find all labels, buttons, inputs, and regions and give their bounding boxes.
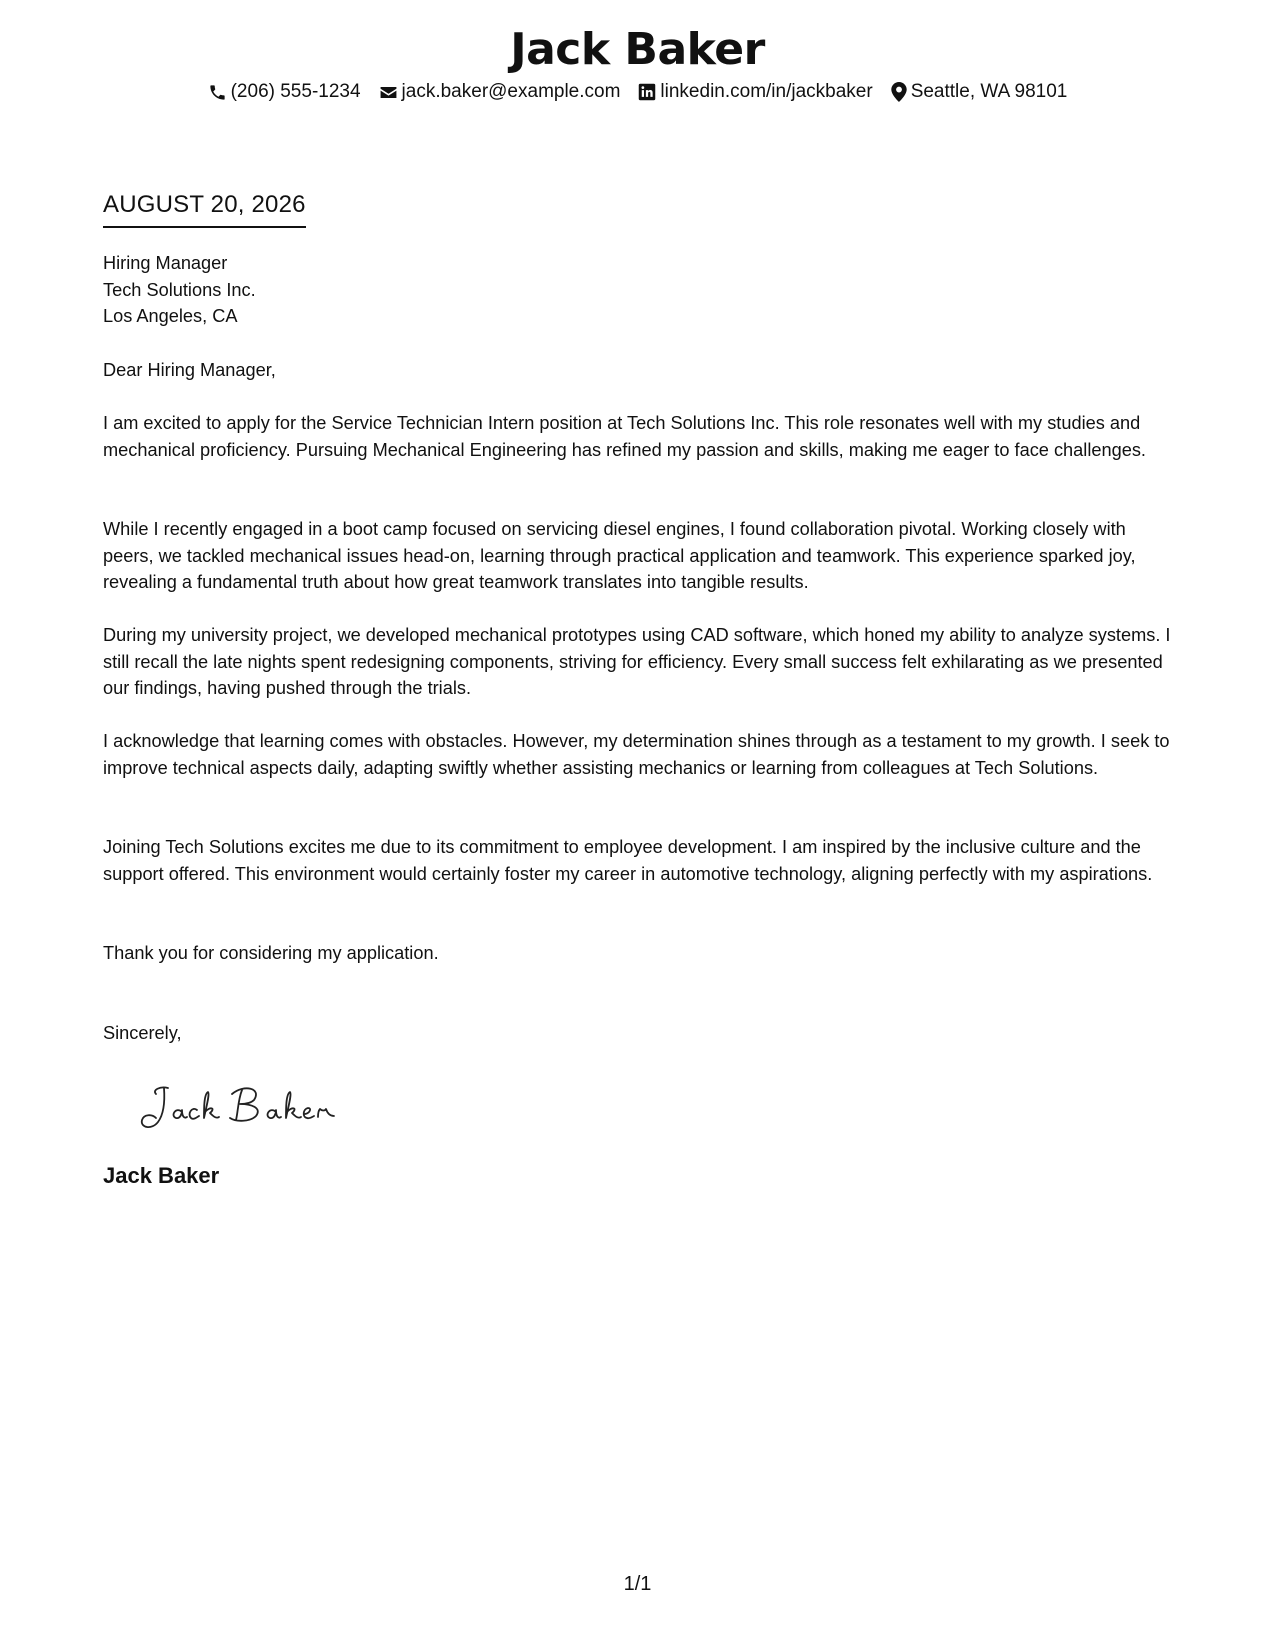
contact-email	[379, 78, 621, 106]
body-paragraph: Joining Tech Solutions excites me due to its commitment to employee development. I am inspired by the inclusive culture and the support offered. This environment would certainly foster my career in automotive technology, aligning perfectly with my aspirations.	[103, 837, 1153, 884]
body-paragraph: I acknowledge that learning comes with obstacles. However, my determination shines through as a testament to my growth. I seek to improve technical aspects daily, adapting swiftly whether assisting mechanics or learning from colleagues at Tech Solutions.	[103, 731, 1170, 778]
body-paragraph: While I recently engaged in a boot camp focused on servicing diesel engines, I found collaboration pivotal. Working closely with peers, we tackled mechanical issues head-on, learning through practical application and teamwork. This experience sparked joy, revealing a fundamental truth about how great teamwork translates into tangible results.	[103, 519, 1136, 592]
body-paragraph: Thank you for considering my application.	[103, 943, 439, 963]
body-paragraph: I am excited to apply for the Service Technician Intern position at Tech Solutions Inc. This role resonates well with my studies and mechanical proficiency. Pursuing Mechanical Engineering has refined my passion and skills, making me eager to face challenges.	[103, 413, 1146, 460]
body-paragraph: During my university project, we developed mechanical prototypes using CAD software, which honed my ability to analyze systems. I still recall the late nights spent redesigning components, striving for efficiency. Every small success felt exhilarating as we presented our findings, having pushed through the trials.	[103, 625, 1171, 698]
recipient-title: Hiring Manager	[103, 253, 228, 273]
letter-date: AUGUST 20, 2026	[103, 190, 306, 228]
closing: Sincerely,	[103, 1023, 182, 1043]
map-pin-icon	[891, 82, 907, 102]
contact-linkedin	[638, 78, 872, 106]
page-number: 1/1	[623, 1573, 652, 1595]
recipient-block	[103, 250, 1175, 330]
contact-phone	[208, 78, 361, 106]
contact-location	[891, 78, 1068, 106]
email-text: jack.baker@example.com	[401, 81, 621, 102]
phone-icon	[208, 83, 227, 102]
recipient-company: Tech Solutions Inc.	[103, 279, 256, 300]
contact-info-row	[0, 78, 1275, 106]
applicant-name-heading: Jack Baker	[510, 24, 765, 75]
phone-text: (206) 555-1234	[230, 81, 361, 102]
signer-name: Jack Baker	[103, 1163, 220, 1188]
linkedin-icon	[638, 83, 656, 101]
envelope-icon	[379, 83, 398, 102]
location-text: Seattle, WA 98101	[910, 81, 1068, 102]
recipient-location: Los Angeles, CA	[103, 306, 238, 326]
handwritten-signature	[134, 1076, 354, 1136]
linkedin-text: linkedin.com/in/jackbaker	[660, 81, 873, 102]
salutation: Dear Hiring Manager,	[103, 360, 276, 380]
